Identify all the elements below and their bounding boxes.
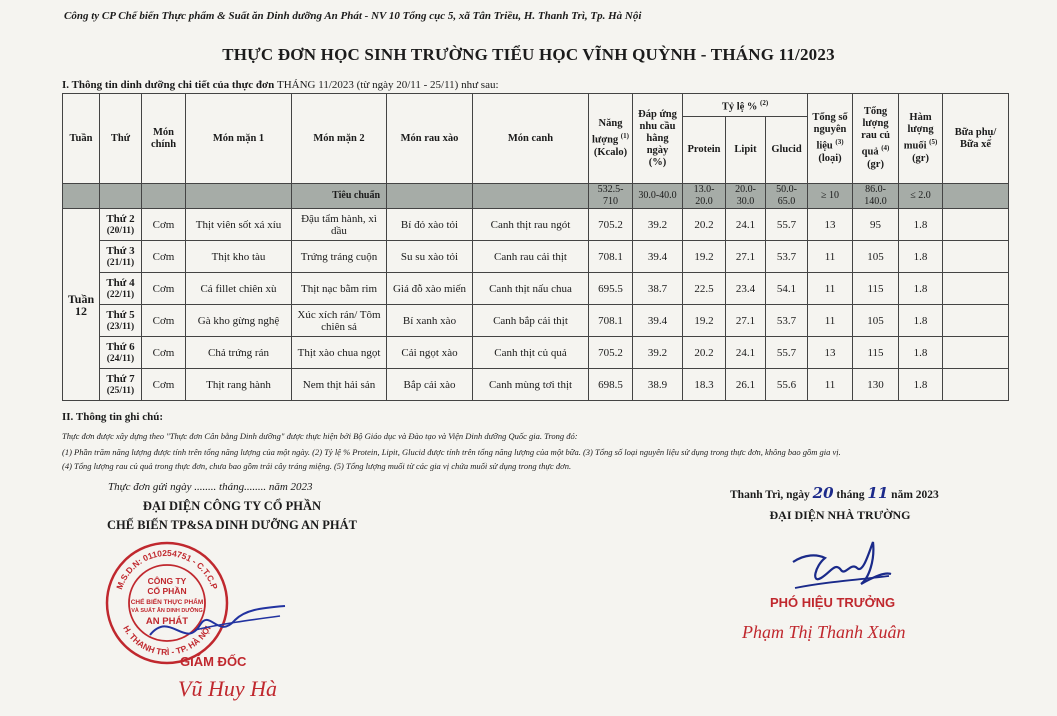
company-rep-line-2: CHẾ BIẾN TP&SA DINH DƯỠNG AN PHÁT — [106, 518, 358, 532]
cell-veg: Bí xanh xào — [387, 305, 473, 337]
cell-veg-amount: 105 — [853, 241, 899, 273]
cell-ingredients: 13 — [808, 209, 853, 241]
cell-glucid: 55.7 — [766, 209, 808, 241]
cell-main: Cơm — [142, 209, 186, 241]
note-line-1: Thực đơn được xây dựng theo "Thực đơn Cân bằng Dinh dưỡng" được thực hiện bởi Bộ Giáo dục và Đào tạo và Viện Dinh dưỡng Quốc gia. Trong đó: — [62, 431, 578, 441]
cell-main: Cơm — [142, 305, 186, 337]
header-snack: Bữa phụ/ Bữa xế — [943, 94, 1009, 184]
table-row — [63, 305, 1009, 337]
section-1-heading — [62, 79, 499, 91]
cell-need: 39.2 — [633, 337, 683, 369]
note-line-3: (4) Tổng lượng rau củ quả trong thực đơn, chưa bao gồm trái cây tráng miệng. (5) Tổng lượng muối từ các gia vị chứa muối sử dụng trong thực đơn. — [62, 461, 572, 471]
standard-veg: 86.0-140.0 — [853, 184, 899, 209]
standard-label: Tiêu chuẩn — [292, 184, 387, 209]
cell-salty2: Thịt nạc bằm rim — [292, 273, 387, 305]
table-row — [63, 369, 1009, 401]
cell-veg: Su su xào tỏi — [387, 241, 473, 273]
cell-lipit: 23.4 — [726, 273, 766, 305]
day-cell: Thứ 6 (24/11) — [100, 337, 142, 369]
cell-protein: 20.2 — [683, 209, 726, 241]
cell-salty2: Thịt xào chua ngọt — [292, 337, 387, 369]
day-cell: Thứ 7 (25/11) — [100, 369, 142, 401]
header-ratio: Tỷ lệ % $^{(2)}$ — [683, 94, 808, 117]
cell-protein: 20.2 — [683, 337, 726, 369]
section-1-desc: THÁNG 11/2023 (từ ngày 20/11 - 25/11) như sau: — [277, 79, 499, 91]
cell-salty2: Đậu tẩm hành, xì dầu — [292, 209, 387, 241]
standard-need: 30.0-40.0 — [633, 184, 683, 209]
director-name: Vũ Huy Hà — [178, 676, 277, 701]
cell-main: Cơm — [142, 241, 186, 273]
cell-salt: 1.8 — [899, 305, 943, 337]
standard-glucid: 50.0-65.0 — [766, 184, 808, 209]
cell-salt: 1.8 — [899, 209, 943, 241]
cell-lipit: 27.1 — [726, 241, 766, 273]
standard-lipit: 20.0-30.0 — [726, 184, 766, 209]
cell-soup: Canh bắp cải thịt — [473, 305, 589, 337]
header-glucid: Glucid — [766, 117, 808, 184]
company-rep-line-1: ĐẠI DIỆN CÔNG TY CỔ PHẦN — [142, 499, 322, 513]
cell-ingredients: 11 — [808, 305, 853, 337]
cell-soup: Canh thịt rau ngót — [473, 209, 589, 241]
cell-ingredients: 11 — [808, 241, 853, 273]
cell-lipit: 24.1 — [726, 337, 766, 369]
menu-table — [62, 93, 1009, 401]
cell-energy: 705.2 — [589, 209, 633, 241]
table-row — [63, 209, 1009, 241]
vice-principal-signature-icon — [785, 532, 895, 596]
header-lipit: Lipit — [726, 117, 766, 184]
cell-ingredients: 13 — [808, 337, 853, 369]
cell-ingredients: 11 — [808, 369, 853, 401]
header-veg-amount: Tổng lượng rau củ quả $^{(4)}$ (gr) — [853, 94, 899, 184]
page-title: THỰC ĐƠN HỌC SINH TRƯỜNG TIỂU HỌC VĨNH QUỲNH - THÁNG 11/2023 — [222, 45, 835, 64]
cell-ingredients: 11 — [808, 273, 853, 305]
day-cell: Thứ 2 (20/11) — [100, 209, 142, 241]
handwritten-day: 20 — [812, 484, 834, 502]
cell-salt: 1.8 — [899, 273, 943, 305]
cell-protein: 19.2 — [683, 241, 726, 273]
director-title: GIÁM ĐỐC — [180, 654, 247, 669]
section-1-label: I. Thông tin dinh dưỡng chi tiết của thực đơn — [62, 79, 275, 91]
cell-need: 39.4 — [633, 305, 683, 337]
director-signature-icon — [140, 580, 290, 660]
cell-need: 38.7 — [633, 273, 683, 305]
cell-veg-amount: 115 — [853, 337, 899, 369]
cell-salty1: Thịt viên sốt xá xíu — [186, 209, 292, 241]
week-cell: Tuần 12 — [63, 209, 100, 401]
cell-soup: Canh mùng tơi thịt — [473, 369, 589, 401]
cell-energy: 705.2 — [589, 337, 633, 369]
cell-glucid: 54.1 — [766, 273, 808, 305]
table-row — [63, 241, 1009, 273]
cell-soup: Canh rau cải thịt — [473, 241, 589, 273]
seal-ring-text: M.S.D.N: 0110254751 - C.T.C.P — [114, 547, 220, 591]
cell-veg: Bí đỏ xào tỏi — [387, 209, 473, 241]
cell-salty1: Cá fillet chiên xù — [186, 273, 292, 305]
cell-protein: 22.5 — [683, 273, 726, 305]
note-line-2: (1) Phần trăm năng lượng được tính trên tổng năng lượng của một ngày. (2) Tỷ lệ % Protein, Lipit, Glucid được tính trên tổng năng lượng của một bữa. (3) Tổng số loại nguyên liệu sử dụng trong thực đơn, không bao gồm gia vị. — [62, 447, 841, 457]
header-energy: Năng lượng $^{(1)}$ (Kcalo) — [589, 94, 633, 184]
header-veg: Món rau xào — [387, 94, 473, 184]
vice-principal-name: Phạm Thị Thanh Xuân — [742, 622, 906, 642]
svg-text:AN PHÁT: AN PHÁT — [145, 616, 189, 627]
place-date: Thanh Trì, ngày 20 tháng 11 năm 2023 — [730, 484, 939, 502]
cell-lipit: 27.1 — [726, 305, 766, 337]
cell-salty1: Chả trứng rán — [186, 337, 292, 369]
cell-snack — [943, 209, 1009, 241]
company-header: Công ty CP Chế biến Thực phẩm & Suất ăn Dinh dưỡng An Phát - NV 10 Tổng cục 5, xã Tân Triều, H. Thanh Trì, Tp. Hà Nội — [64, 10, 642, 22]
cell-need: 38.9 — [633, 369, 683, 401]
sent-date: Thực đơn gửi ngày ........ tháng........ năm 2023 — [108, 481, 313, 493]
cell-main: Cơm — [142, 273, 186, 305]
standard-row — [63, 184, 1009, 209]
cell-salty2: Trứng tráng cuộn — [292, 241, 387, 273]
cell-salty2: Xúc xích rán/ Tôm chiên sả — [292, 305, 387, 337]
section-2-heading: II. Thông tin ghi chú: — [62, 411, 163, 423]
cell-glucid: 53.7 — [766, 305, 808, 337]
header-need: Đáp ứng nhu cầu hằng ngày (%) — [633, 94, 683, 184]
cell-lipit: 24.1 — [726, 209, 766, 241]
cell-glucid: 53.7 — [766, 241, 808, 273]
cell-glucid: 55.6 — [766, 369, 808, 401]
header-ingredients: Tổng số nguyên liệu $^{(3)}$ (loại) — [808, 94, 853, 184]
cell-salt: 1.8 — [899, 337, 943, 369]
cell-salt: 1.8 — [899, 369, 943, 401]
header-salty1: Món mặn 1 — [186, 94, 292, 184]
standard-salt: ≤ 2.0 — [899, 184, 943, 209]
cell-snack — [943, 337, 1009, 369]
standard-ingredients: ≥ 10 — [808, 184, 853, 209]
cell-snack — [943, 273, 1009, 305]
cell-veg-amount: 130 — [853, 369, 899, 401]
cell-snack — [943, 241, 1009, 273]
cell-veg-amount: 95 — [853, 209, 899, 241]
header-salt: Hàm lượng muối $^{(5)}$ (gr) — [899, 94, 943, 184]
header-main: Món chính — [142, 94, 186, 184]
cell-protein: 18.3 — [683, 369, 726, 401]
standard-protein: 13.0-20.0 — [683, 184, 726, 209]
cell-salty1: Thịt rang hành — [186, 369, 292, 401]
cell-soup: Canh thịt nấu chua — [473, 273, 589, 305]
cell-need: 39.4 — [633, 241, 683, 273]
table-row — [63, 337, 1009, 369]
header-protein: Protein — [683, 117, 726, 184]
vice-principal-title: PHÓ HIỆU TRƯỞNG — [770, 595, 896, 610]
cell-main: Cơm — [142, 369, 186, 401]
header-day: Thứ — [100, 94, 142, 184]
svg-text:CỔ PHẦN: CỔ PHẦN — [147, 586, 187, 596]
cell-veg: Bắp cải xào — [387, 369, 473, 401]
table-row — [63, 273, 1009, 305]
menu-table-body — [63, 184, 1009, 401]
cell-snack — [943, 305, 1009, 337]
handwritten-month: 11 — [867, 484, 889, 502]
cell-salty1: Gà kho gừng nghệ — [186, 305, 292, 337]
cell-lipit: 26.1 — [726, 369, 766, 401]
standard-energy: 532.5-710 — [589, 184, 633, 209]
cell-need: 39.2 — [633, 209, 683, 241]
school-rep: ĐẠI DIỆN NHÀ TRƯỜNG — [769, 508, 911, 522]
cell-protein: 19.2 — [683, 305, 726, 337]
day-cell: Thứ 4 (22/11) — [100, 273, 142, 305]
day-cell: Thứ 3 (21/11) — [100, 241, 142, 273]
cell-energy: 708.1 — [589, 241, 633, 273]
cell-main: Cơm — [142, 337, 186, 369]
seal-bottom-text: H. THANH TRÌ - TP. HÀ NỘI — [121, 623, 213, 658]
svg-text:CHẾ BIẾN THỰC PHẨM: CHẾ BIẾN THỰC PHẨM — [130, 599, 204, 606]
cell-salty1: Thịt kho tàu — [186, 241, 292, 273]
cell-veg-amount: 105 — [853, 305, 899, 337]
cell-salt: 1.8 — [899, 241, 943, 273]
svg-text:CÔNG TY: CÔNG TY — [147, 576, 187, 586]
cell-salty2: Nem thịt hải sản — [292, 369, 387, 401]
cell-veg: Cải ngọt xào — [387, 337, 473, 369]
cell-energy: 698.5 — [589, 369, 633, 401]
header-salty2: Món mặn 2 — [292, 94, 387, 184]
cell-energy: 695.5 — [589, 273, 633, 305]
cell-soup: Canh thịt củ quả — [473, 337, 589, 369]
cell-glucid: 55.7 — [766, 337, 808, 369]
day-cell: Thứ 5 (23/11) — [100, 305, 142, 337]
cell-snack — [943, 369, 1009, 401]
cell-veg: Giá đỗ xào miến — [387, 273, 473, 305]
cell-energy: 708.1 — [589, 305, 633, 337]
svg-text:VÀ SUẤT ĂN DINH DƯỠNG: VÀ SUẤT ĂN DINH DƯỠNG — [131, 608, 203, 614]
header-week: Tuần — [63, 94, 100, 184]
cell-veg-amount: 115 — [853, 273, 899, 305]
header-soup: Món canh — [473, 94, 589, 184]
